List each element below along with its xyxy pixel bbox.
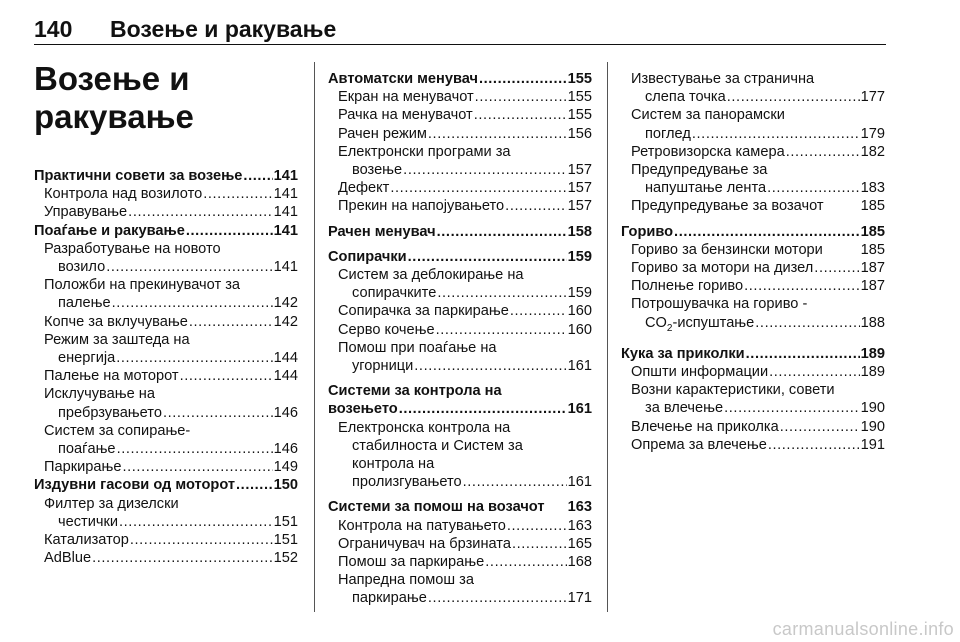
toc-section[interactable]: Системи за помош на возачот 163 [328, 499, 592, 516]
toc-entry[interactable]: Дефект ..... 157 [328, 179, 592, 197]
toc-entry[interactable]: Влечење на приколка ..... 190 [621, 418, 885, 436]
toc-section[interactable]: Рачен менувач ..... 158 [328, 223, 592, 241]
toc-section[interactable]: Автоматски менувач ..... 155 [328, 70, 592, 88]
toc-entry[interactable]: Полнење гориво ..... 187 [621, 277, 885, 295]
watermark: carmanualsonline.info [772, 619, 954, 639]
chapter-title-line-1: Возење и [34, 60, 190, 97]
toc-entry[interactable]: Помош за паркирање ..... 168 [328, 553, 592, 571]
toc-entry[interactable]: Разработување на новото возило ..... 141 [34, 240, 298, 276]
toc-section[interactable]: Издувни гасови од моторот ..... 150 [34, 476, 298, 494]
toc-column-3 [621, 70, 885, 454]
toc-entry[interactable]: Рачен режим ..... 156 [328, 125, 592, 143]
toc-entry[interactable]: Прекин на напојувањето ..... 157 [328, 197, 592, 215]
toc-entry[interactable]: Електронска контрола на стабилноста и Систем за контрола на пролизгувањето ..... 161 [328, 419, 592, 492]
running-title: Возење и ракување [110, 16, 337, 42]
toc-entry[interactable]: Напредна помош за паркирање ..... 171 [328, 571, 592, 607]
toc-section[interactable]: Сопирачки ..... 159 [328, 248, 592, 266]
page-number: 140 [34, 16, 73, 42]
toc-entry[interactable]: Контрола на патувањето ..... 163 [328, 517, 592, 535]
toc-entry[interactable]: Екран на менувачот ..... 155 [328, 88, 592, 106]
toc-entry[interactable]: Систем за деблокирање на сопирачките ..... 159 [328, 266, 592, 302]
toc-entry[interactable]: Серво кочење ..... 160 [328, 321, 592, 339]
toc-entry[interactable]: Контрола над возилото ..... 141 [34, 185, 298, 203]
toc-column-2 [328, 70, 592, 608]
toc-section[interactable]: Кука за приколки ..... 189 [621, 345, 885, 363]
toc-entry[interactable]: Положби на прекинувачот за палење ..... 142 [34, 276, 298, 312]
toc-entry[interactable]: Потрошувачка на гориво - $CO_2$-испуштање ..... 188 [621, 295, 885, 337]
toc-entry[interactable]: Возни карактеристики, совети за влечење ..... 190 [621, 381, 885, 417]
toc-entry[interactable]: Копче за вклучување ..... 142 [34, 313, 298, 331]
toc-entry[interactable]: Рачка на менувачот ..... 155 [328, 106, 592, 124]
column-divider [314, 62, 315, 612]
toc-section[interactable]: Практични совети за возење ..... 141 [34, 167, 298, 185]
toc-entry[interactable]: Сопирачка за паркирање ..... 160 [328, 302, 592, 320]
toc-entry[interactable]: Помош при поаѓање на угорници ..... 161 [328, 339, 592, 375]
toc-section[interactable]: Системи за контрола на возењето ..... 161 [328, 382, 592, 418]
toc-entry[interactable]: Предупредување за возачот 185 [631, 198, 885, 215]
chapter-title-line-2: ракување [34, 98, 194, 135]
toc-entry[interactable]: Предупредување за напуштање лента ..... 183 [621, 161, 885, 197]
toc-section[interactable]: Гориво ..... 185 [621, 223, 885, 241]
toc-section[interactable]: Поаѓање и ракување ..... 141 [34, 222, 298, 240]
toc-entry[interactable]: Електронски програми за возење ..... 157 [328, 143, 592, 179]
toc-entry[interactable]: Гориво за бензински мотори 185 [631, 241, 885, 258]
toc-entry[interactable]: Ограничувач на брзината ..... 165 [328, 535, 592, 553]
toc-entry[interactable]: Палење на моторот ..... 144 [34, 367, 298, 385]
toc-entry[interactable]: AdBlue ..... 152 [34, 549, 298, 567]
toc-entry[interactable]: Гориво за мотори на дизел ..... 187 [621, 259, 885, 277]
toc-entry[interactable]: Општи информации ..... 189 [621, 363, 885, 381]
toc-entry[interactable]: Филтер за дизелски честички ..... 151 [34, 495, 298, 531]
toc-entry[interactable]: Управување ..... 141 [34, 203, 298, 221]
toc-entry[interactable]: Исклучување на пребрзувањето ..... 146 [34, 385, 298, 421]
chapter-title [34, 60, 294, 136]
toc-entry[interactable]: Систем за сопирање- поаѓање ..... 146 [34, 422, 298, 458]
toc-entry[interactable]: Катализатор ..... 151 [34, 531, 298, 549]
page-header [34, 14, 886, 45]
toc-entry[interactable]: Ретровизорска камера ..... 182 [621, 143, 885, 161]
toc-entry[interactable]: Опрема за влечење ..... 191 [621, 436, 885, 454]
toc-entry[interactable]: Известување за странична слепа точка ..... 177 [621, 70, 885, 106]
column-divider [607, 62, 608, 612]
toc-column-1 [34, 167, 298, 567]
toc-entry[interactable]: Режим за заштеда на енергија ..... 144 [34, 331, 298, 367]
toc-entry[interactable]: Систем за панорамски поглед ..... 179 [621, 106, 885, 142]
toc-entry[interactable]: Паркирање ..... 149 [34, 458, 298, 476]
